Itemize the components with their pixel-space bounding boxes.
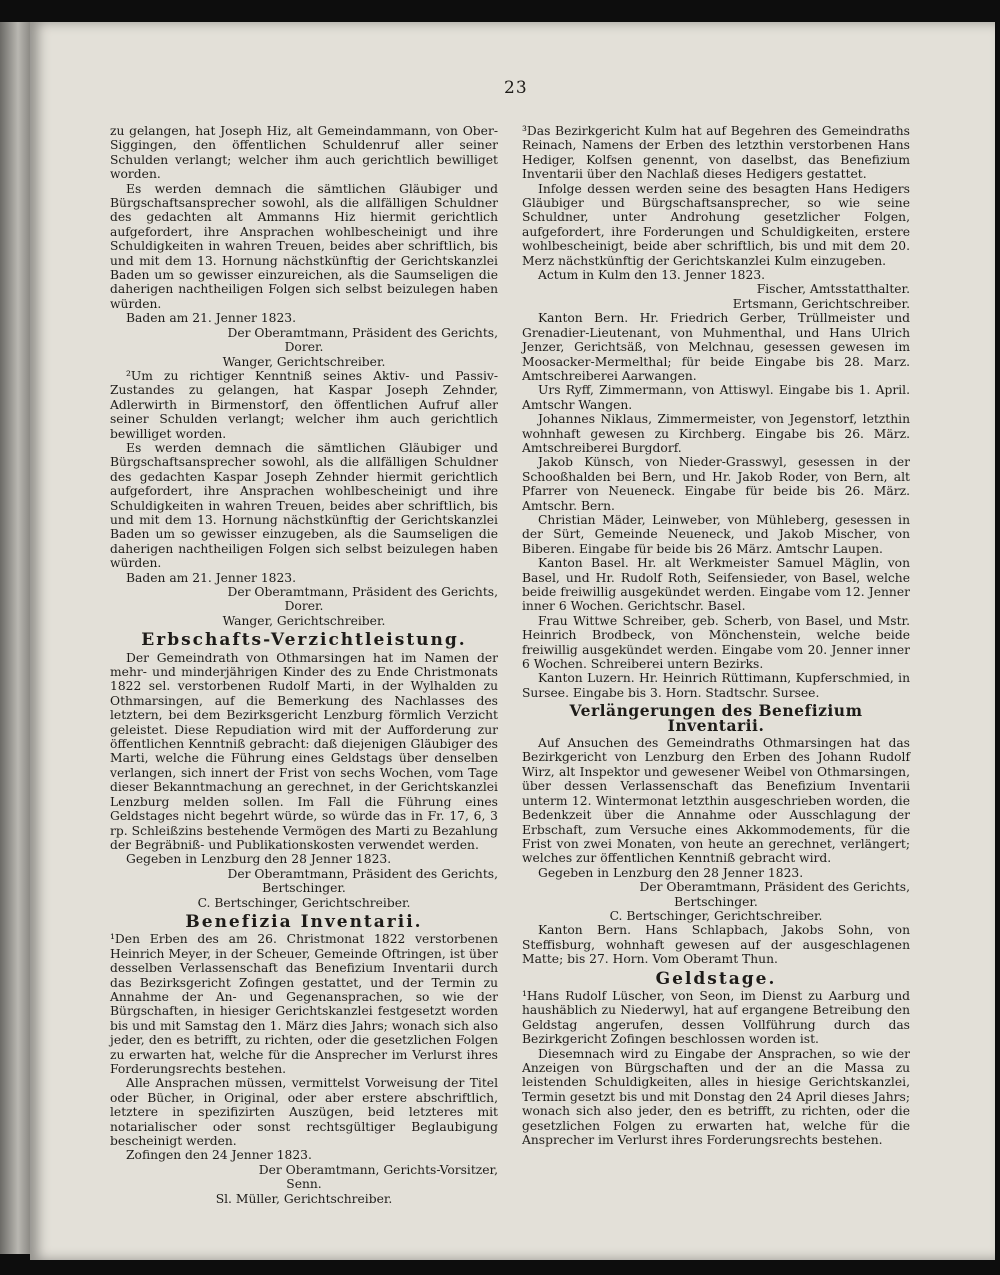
- right-column: [522, 124, 910, 1147]
- signature-clerk: Ertsmann, Gerichtschreiber.: [732, 296, 910, 311]
- notice-luzern-ruettimann: Kanton Luzern. Hr. Heinrich Rüttimann, Kupferschmied, in Sursee. Eingabe bis 3. Horn. Stadtschr. Sursee.: [522, 671, 910, 700]
- notice-meyer-requirements: Alle Ansprachen müssen, vermittelst Vorweisung der Titel oder Bücher, in Original, oder aber erstere abschriftlich, letztere in spezifizirten Auszügen, beid letzteres mit notarialischer oder sonst rechtsgültiger Beglaubigung bescheinigt werden.: [110, 1076, 498, 1149]
- notice-luescher-body: Diesemnach wird zu Eingabe der Ansprachen, so wie der Anzeigen von Bürgschaften und der an die Massa zu leistenden Schuldigkeiten, alles in hiesige Gerichtskanzlei, Termin gesetzt bis und mit Donstag den 24 April dieses Jahrs; wonach sich also jeder, den es betrifft, zu richten, oder die gesetzlichen Folgen zu erwarten hat, welche für die Ansprecher im Verlurst ihres Forderungsrechts bestehen.: [522, 1046, 910, 1148]
- newspaper-page: [30, 22, 995, 1260]
- signature-line: Der Oberamtmann, Präsident des Gerichts,: [227, 866, 498, 881]
- notice-basel-maeglin: Kanton Basel. Hr. alt Werkmeister Samuel Mäglin, von Basel, und Hr. Rudolf Roth, Seifensieder, von Basel, welche beide freiwillig ausgekündet werden. Eingabe vom 12. Jenner inner 6 Wochen. Gerichtschr. Basel.: [522, 556, 910, 614]
- signature-name: Dorer.: [284, 599, 324, 614]
- page-number: 23: [504, 78, 528, 98]
- notice-schlapbach: Kanton Bern. Hans Schlapbach, Jakobs Sohn, von Steffisburg, wohnhaft gewesen auf der ausgeschlagenen Matte; bis 27. Horn. Vom Oberamt Thun.: [522, 923, 910, 967]
- notice-schreiber: Frau Wittwe Schreiber, geb. Scherb, von Basel, und Mstr. Heinrich Brodbeck, von Mönchenstein, welche beide freiwillig ausgekündet werden. Eingabe vom 20. Jenner inner 6 Wochen. Schreiberei untern Bezirks.: [522, 613, 910, 672]
- notice-meyer-date: Zofingen den 24 Jenner 1823.: [126, 1148, 312, 1163]
- notice-kuensch: Jakob Künsch, von Nieder-Grasswyl, gesessen in der Schooßhalden bei Bern, und Hr. Jakob Roder, von Bern, alt Pfarrer von Neueneck. Eingabe für beide bis 26. März. Amtschr. Bern.: [522, 455, 910, 513]
- signature-clerk: C. Bertschinger, Gerichtschreiber.: [609, 908, 823, 923]
- signature-clerk: Wanger, Gerichtschreiber.: [222, 354, 386, 369]
- notice-maeder: Christian Mäder, Leinweber, von Mühleberg, gesessen in der Sürt, Gemeinde Neueneck, und Jakob Mischer, von Biberen. Eingabe für beide bis 26 März. Amtschr Laupen.: [522, 512, 910, 556]
- signature-name: Senn.: [286, 1177, 322, 1192]
- notice-bern-gerber: Kanton Bern. Hr. Friedrich Gerber, Trüllmeister und Grenadier-Lieutenant, von Muhmenthal, und Hans Ulrich Jenzer, Gerichtsäß, von Melchnau, gesessen gewesen im Moosacker-Mermelthal; für beide Eingabe bis 28. Marz. Amtschreiberei Aarwangen.: [522, 311, 910, 383]
- notice-marti-body: Der Gemeindrath von Othmarsingen hat im Namen der mehr- und minderjährigen Kinder des zu Ende Christmonats 1822 sel. verstorbenen Rudolf Marti, in der Wylhalden zu Othmarsingen, auf die Bemerkung des Nachlasses des letztern, bei dem Bezirksgericht Lenzburg förmlich Verzicht geleistet. Diese Repudiation wird mit der Aufforderung zur öffentlichen Kenntniß gebracht: daß diejenigen Gläubiger des Marti, welche die Führung eines Geldstags über denselben verlangen, sich innert der Frist von sechs Wochen, vom Tage dieser Bekanntmachung an gerechnet, in der Gerichtskanzlei Lenzburg melden sollen. Im Fall die Führung eines Geldstages nicht begehrt würde, so würde das in Fr. 17, 6, 3 rp. Schleißzins bestehende Vermögen des Marti zu Bezahlung der Begräbniß- und Publikationskosten verwendet werden.: [110, 650, 498, 852]
- signature-line: Fischer, Amtsstatthalter.: [756, 282, 910, 297]
- notice-hediger-date: Actum in Kulm den 13. Jenner 1823.: [538, 268, 766, 283]
- section-heading-erbschafts: Erbschafts-Verzichtleistung.: [141, 630, 467, 651]
- notice-luescher-intro: ¹Hans Rudolf Lüscher, von Seon, im Dienst zu Aarburg und haushäblich zu Niederwyl, hat auf ergangene Betreibung den Geldstag angerufen, dessen Vollführung durch das Bezirkgericht Zofingen beschlossen worden ist.: [522, 988, 910, 1047]
- signature-name: Dorer.: [284, 340, 324, 355]
- notice-zehnder-body: Es werden demnach die sämtlichen Gläubiger und Bürgschaftsansprecher sowohl, als die allfälligen Schuldner des gedachten Kaspar Joseph Zehnder hiermit gerichtlich aufgefordert, ihre Ansprachen wohlbescheinigt und ihre Schuldigkeiten in wahren Treuen, beides aber schriftlich, bis und mit dem 13. Hornung nächstkünftig der Gerichtskanzlei Baden um so gewisser einzugeben, als die Saumseligen die daherigen nachtheiligen Folgen sich selbst beizulegen haben würden.: [110, 440, 498, 571]
- signature-line: Der Oberamtmann, Gerichts-Vorsitzer,: [258, 1162, 498, 1177]
- notice-hiz-date: Baden am 21. Jenner 1823.: [126, 311, 297, 326]
- signature-line: Der Oberamtmann, Präsident des Gerichts,: [227, 585, 498, 599]
- notice-hiz-intro: zu gelangen, hat Joseph Hiz, alt Gemeindammann, von Ober-Siggingen, den öffentlichen Schuldenruf aller seiner Schulden verlangt; welcher ihm auch gerichtlich bewilliget worden.: [110, 124, 498, 182]
- signature-clerk: C. Bertschinger, Gerichtschreiber.: [197, 895, 411, 910]
- notice-marti-date: Gegeben in Lenzburg den 28 Jenner 1823.: [126, 852, 392, 867]
- notice-zehnder-date: Baden am 21. Jenner 1823.: [126, 570, 297, 585]
- signature-line: Der Oberamtmann, Präsident des Gerichts,: [639, 880, 910, 895]
- left-column: [110, 124, 498, 1206]
- notice-wirz-date: Gegeben in Lenzburg den 28 Jenner 1823.: [538, 865, 804, 880]
- notice-hediger-intro: ³Das Bezirkgericht Kulm hat auf Begehren des Gemeindraths Reinach, Namens der Erben des letzthin verstorbenen Hans Hediger, Kolfsen genennt, von daselbst, das Benefizium Inventarii über den Nachlaß dieses Hedigers gestattet.: [522, 124, 910, 182]
- notice-meyer-body: ¹Den Erben des am 26. Christmonat 1822 verstorbenen Heinrich Meyer, in der Scheuer, Gemeinde Oftringen, ist über desselben Verlassenschaft das Benefizium Inventarii durch das Bezirksgericht Zofingen gestattet, und der Termin zu Annahme der An- und Gegenansprachen, so wie der Bürgschaften, in hiesiger Gerichtskanzlei festgesetzt worden bis und mit Samstag den 1. März dies Jahrs; wonach sich also jeder, den es betrifft, zu richten, oder die gesetzlichen Folgen zu erwarten hat, welche für die Ansprecher im Verlurst ihres Forderungsrechts bestehen.: [110, 932, 498, 1076]
- notice-ryff: Urs Ryff, Zimmermann, von Attiswyl. Eingabe bis 1. April. Amtschr Wangen.: [522, 383, 910, 412]
- section-heading-benefizia: Benefizia Inventarii.: [185, 911, 423, 932]
- notice-hediger-body: Infolge dessen werden seine des besagten Hans Hedigers Gläubiger und Bürgschaftsansprecher, so wie seine Schuldner, unter Androhung gesetzlicher Folgen, aufgefordert, ihre Forderungen und Schuldigkeiten, erstere wohlbescheinigt, beide aber schriftlich, bis und mit dem 20. Merz nächstkünftig der Gerichtskanzlei Kulm einzugeben.: [522, 181, 910, 268]
- notice-niklaus: Johannes Niklaus, Zimmermeister, von Jegenstorf, letzthin wohnhaft gewesen zu Kirchberg. Eingabe bis 26. März. Amtschreiberei Burgdorf.: [522, 412, 910, 455]
- notice-hiz-body: Es werden demnach die sämtlichen Gläubiger und Bürgschaftsansprecher sowohl, als die allfälligen Schuldner des gedachten alt Ammanns Hiz hiermit gerichtlich aufgefordert, ihre Ansprachen wohlbescheinigt und ihre Schuldigkeiten in wahren Treuen, beides aber schriftlich, bis und mit dem 13. Hornung nächstkünftig der Gerichtskanzlei Baden um so gewisser einzureichen, als die Saumseligen die daherigen nachtheiligen Folgen sich selbst beizulegen haben würden.: [110, 181, 498, 311]
- signature-name: Bertschinger.: [674, 894, 758, 909]
- notice-wirz-body: Auf Ansuchen des Gemeindraths Othmarsingen hat das Bezirkgericht von Lenzburg den Erben des Johann Rudolf Wirz, alt Inspektor und gewesener Weibel von Othmarsingen, über dessen Verlassenschaft das Benefizium Inventarii unterm 12. Wintermonat letzthin ausgeschrieben worden, die Bedenkzeit über die Annahme oder Ausschlagung der Erbschaft, zum Versuche eines Akkommodements, für die Frist von zwei Monaten, von heute an gerechnet, verlängert; welches zur öffentlichen Kenntniß gebracht wird.: [522, 736, 910, 866]
- previous-page-edge: [0, 22, 30, 1254]
- signature-clerk: Sl. Müller, Gerichtschreiber.: [215, 1191, 393, 1206]
- section-heading-geldstage: Geldstage.: [655, 968, 777, 989]
- notice-zehnder-intro: ²Um zu richtiger Kenntniß seines Aktiv- und Passiv-Zustandes zu gelangen, hat Kaspar Joseph Zehnder, Adlerwirth in Birmenstorf, den öffentlichen Aufruf aller seiner Schulden verlangt; welcher ihm auch gerichtlich bewilliget worden.: [110, 368, 498, 441]
- signature-clerk: Wanger, Gerichtschreiber.: [222, 613, 386, 628]
- signature-line: Der Oberamtmann, Präsident des Gerichts,: [227, 325, 498, 340]
- signature-name: Bertschinger.: [262, 881, 346, 896]
- section-heading-verlaengerungen: Verlängerungen des Benefizium Inventarii.: [569, 701, 863, 735]
